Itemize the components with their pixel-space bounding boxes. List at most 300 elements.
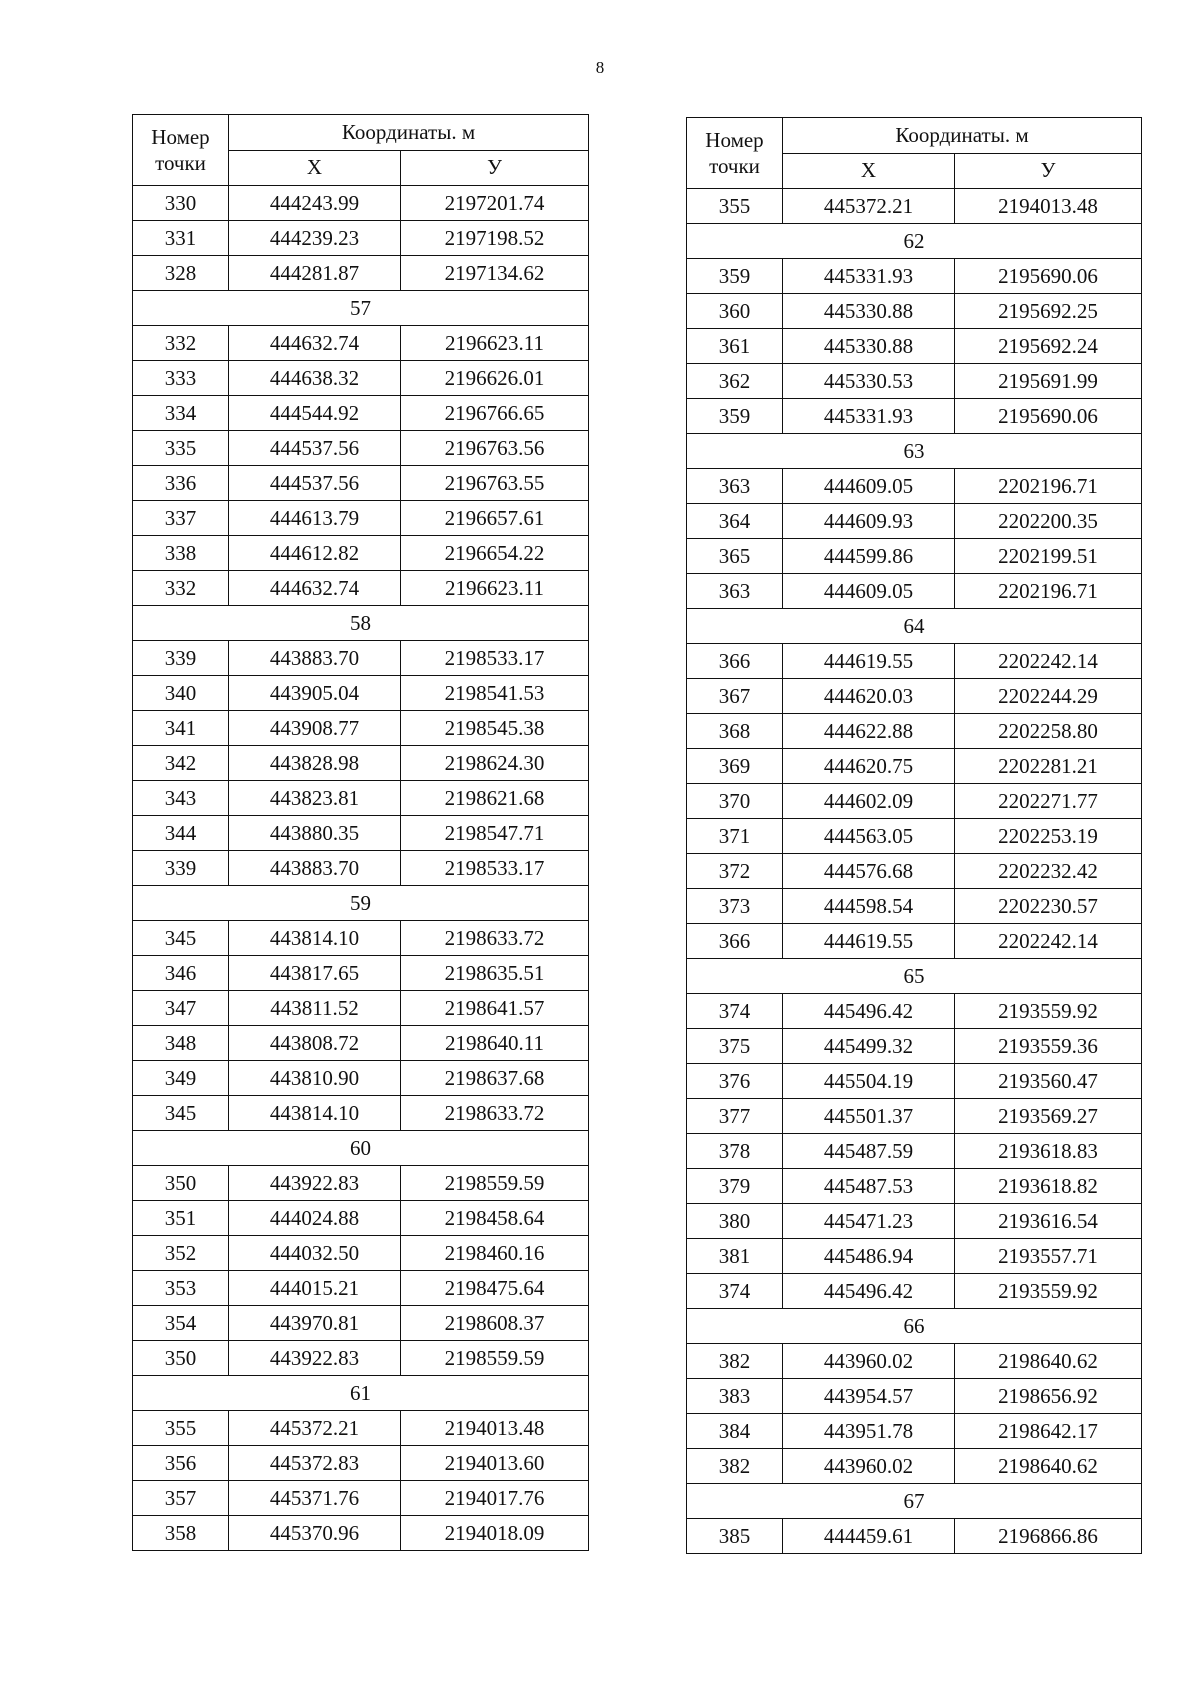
table-row — [133, 1341, 589, 1376]
x-coordinate-cell: 443828.98 — [229, 746, 401, 781]
table-row — [687, 749, 1142, 784]
x-coordinate-cell: 443808.72 — [229, 1026, 401, 1061]
table-row — [687, 924, 1142, 959]
table-row — [687, 644, 1142, 679]
x-coordinate-cell: 443960.02 — [783, 1449, 955, 1484]
point-number-cell: 375 — [687, 1029, 783, 1064]
x-coordinate-cell: 445471.23 — [783, 1204, 955, 1239]
x-coordinate-cell: 445499.32 — [783, 1029, 955, 1064]
y-coordinate-cell: 2198458.64 — [401, 1201, 589, 1236]
table-row — [687, 1169, 1142, 1204]
y-coordinate-cell: 2193559.92 — [955, 994, 1142, 1029]
group-row — [133, 1376, 589, 1411]
x-coordinate-cell: 444609.05 — [783, 574, 955, 609]
point-number-cell: 359 — [687, 399, 783, 434]
table-row — [687, 504, 1142, 539]
y-coordinate-cell: 2198533.17 — [401, 851, 589, 886]
table-row — [687, 784, 1142, 819]
point-number-cell: 348 — [133, 1026, 229, 1061]
x-coordinate-cell: 444599.86 — [783, 539, 955, 574]
table-row — [687, 1344, 1142, 1379]
table-row — [133, 711, 589, 746]
table-row — [687, 329, 1142, 364]
table-row — [687, 1274, 1142, 1309]
x-coordinate-cell: 445372.21 — [783, 189, 955, 224]
table-row — [133, 641, 589, 676]
x-coordinate-cell: 444281.87 — [229, 256, 401, 291]
point-number-cell: 372 — [687, 854, 783, 889]
page-number: 8 — [595, 58, 605, 77]
point-number-cell: 381 — [687, 1239, 783, 1274]
y-coordinate-cell: 2198559.59 — [401, 1341, 589, 1376]
x-coordinate-cell: 444622.88 — [783, 714, 955, 749]
x-coordinate-cell: 444620.03 — [783, 679, 955, 714]
y-coordinate-cell: 2198559.59 — [401, 1166, 589, 1201]
point-number-cell: 331 — [133, 221, 229, 256]
y-coordinate-cell: 2196623.11 — [401, 571, 589, 606]
x-coordinate-cell: 443883.70 — [229, 851, 401, 886]
x-coordinate-cell: 444619.55 — [783, 644, 955, 679]
point-number-cell: 357 — [133, 1481, 229, 1516]
y-coordinate-cell: 2193559.36 — [955, 1029, 1142, 1064]
table-row — [133, 1166, 589, 1201]
point-number-cell: 352 — [133, 1236, 229, 1271]
point-number-cell: 350 — [133, 1166, 229, 1201]
table-row — [133, 851, 589, 886]
y-coordinate-cell: 2198640.62 — [955, 1344, 1142, 1379]
point-number-cell: 332 — [133, 571, 229, 606]
group-number: 67 — [687, 1484, 1142, 1519]
group-row — [687, 609, 1142, 644]
x-coordinate-cell: 445487.59 — [783, 1134, 955, 1169]
table-row — [133, 361, 589, 396]
x-coordinate-cell: 444632.74 — [229, 326, 401, 361]
y-coordinate-cell: 2194017.76 — [401, 1481, 589, 1516]
x-coordinate-cell: 445486.94 — [783, 1239, 955, 1274]
table-row — [687, 1029, 1142, 1064]
x-coordinate-cell: 444563.05 — [783, 819, 955, 854]
table-row — [687, 364, 1142, 399]
x-coordinate-cell: 443960.02 — [783, 1344, 955, 1379]
table-row — [133, 186, 589, 221]
table-row — [133, 536, 589, 571]
point-number-cell: 339 — [133, 851, 229, 886]
point-number-cell: 364 — [687, 504, 783, 539]
y-coordinate-cell: 2198624.30 — [401, 746, 589, 781]
table-row — [687, 399, 1142, 434]
y-coordinate-cell: 2202230.57 — [955, 889, 1142, 924]
point-number-cell: 380 — [687, 1204, 783, 1239]
y-coordinate-cell: 2193618.83 — [955, 1134, 1142, 1169]
y-coordinate-cell: 2193559.92 — [955, 1274, 1142, 1309]
coordinates-table-right — [686, 117, 1142, 1554]
table-row — [133, 1271, 589, 1306]
table-row — [133, 991, 589, 1026]
point-number-cell: 343 — [133, 781, 229, 816]
y-coordinate-cell: 2194013.48 — [955, 189, 1142, 224]
point-number-cell: 353 — [133, 1271, 229, 1306]
y-coordinate-cell: 2196654.22 — [401, 536, 589, 571]
group-row — [687, 224, 1142, 259]
group-number: 64 — [687, 609, 1142, 644]
y-coordinate-cell: 2195691.99 — [955, 364, 1142, 399]
x-coordinate-cell: 443811.52 — [229, 991, 401, 1026]
y-coordinate-cell: 2202281.21 — [955, 749, 1142, 784]
x-coordinate-cell: 444602.09 — [783, 784, 955, 819]
y-coordinate-cell: 2195690.06 — [955, 399, 1142, 434]
table-row — [687, 819, 1142, 854]
point-number-cell: 382 — [687, 1344, 783, 1379]
table-row — [133, 326, 589, 361]
x-coordinate-cell: 444239.23 — [229, 221, 401, 256]
y-coordinate-cell: 2193560.47 — [955, 1064, 1142, 1099]
group-number: 57 — [133, 291, 589, 326]
point-number-cell: 344 — [133, 816, 229, 851]
table-row — [133, 1096, 589, 1131]
table-row — [687, 294, 1142, 329]
x-coordinate-cell: 444032.50 — [229, 1236, 401, 1271]
group-number: 63 — [687, 434, 1142, 469]
y-coordinate-cell: 2202242.14 — [955, 644, 1142, 679]
point-number-cell: 370 — [687, 784, 783, 819]
x-coordinate-cell: 444243.99 — [229, 186, 401, 221]
table-row — [133, 921, 589, 956]
y-coordinate-cell: 2198475.64 — [401, 1271, 589, 1306]
point-number-cell: 362 — [687, 364, 783, 399]
x-coordinate-cell: 443810.90 — [229, 1061, 401, 1096]
x-coordinate-cell: 444613.79 — [229, 501, 401, 536]
table-row — [133, 816, 589, 851]
point-number-cell: 377 — [687, 1099, 783, 1134]
point-number-cell: 368 — [687, 714, 783, 749]
table-row — [133, 431, 589, 466]
y-coordinate-cell: 2196763.55 — [401, 466, 589, 501]
table-row — [133, 571, 589, 606]
table-row — [687, 1134, 1142, 1169]
y-coordinate-cell: 2197198.52 — [401, 221, 589, 256]
y-coordinate-cell: 2196866.86 — [955, 1519, 1142, 1554]
table-row — [687, 714, 1142, 749]
table-row — [133, 466, 589, 501]
table-row — [133, 1411, 589, 1446]
group-row — [133, 886, 589, 921]
y-coordinate-cell: 2198640.62 — [955, 1449, 1142, 1484]
point-number-cell: 384 — [687, 1414, 783, 1449]
group-row — [133, 606, 589, 641]
point-number-cell: 366 — [687, 644, 783, 679]
table-row — [687, 539, 1142, 574]
y-coordinate-cell: 2198533.17 — [401, 641, 589, 676]
y-coordinate-cell: 2202196.71 — [955, 574, 1142, 609]
table-row — [687, 1519, 1142, 1554]
x-coordinate-cell: 443922.83 — [229, 1341, 401, 1376]
x-coordinate-cell: 444015.21 — [229, 1271, 401, 1306]
header-x: Х — [229, 150, 401, 186]
group-number: 61 — [133, 1376, 589, 1411]
point-number-cell: 355 — [133, 1411, 229, 1446]
y-coordinate-cell: 2193618.82 — [955, 1169, 1142, 1204]
x-coordinate-cell: 443905.04 — [229, 676, 401, 711]
y-coordinate-cell: 2193569.27 — [955, 1099, 1142, 1134]
y-coordinate-cell: 2198608.37 — [401, 1306, 589, 1341]
table-row — [687, 189, 1142, 224]
x-coordinate-cell: 445331.93 — [783, 259, 955, 294]
y-coordinate-cell: 2202196.71 — [955, 469, 1142, 504]
table-row — [687, 889, 1142, 924]
point-number-cell: 349 — [133, 1061, 229, 1096]
table-row — [687, 854, 1142, 889]
table-row — [133, 1481, 589, 1516]
x-coordinate-cell: 443814.10 — [229, 1096, 401, 1131]
table-row — [133, 1236, 589, 1271]
point-number-cell: 367 — [687, 679, 783, 714]
table-row — [687, 1204, 1142, 1239]
point-number-cell: 382 — [687, 1449, 783, 1484]
point-number-cell: 366 — [687, 924, 783, 959]
point-number-cell: 340 — [133, 676, 229, 711]
group-number: 60 — [133, 1131, 589, 1166]
table-row — [133, 221, 589, 256]
point-number-cell: 335 — [133, 431, 229, 466]
table-row — [133, 256, 589, 291]
table-row — [687, 1239, 1142, 1274]
point-number-cell: 379 — [687, 1169, 783, 1204]
point-number-cell: 369 — [687, 749, 783, 784]
point-number-cell: 355 — [687, 189, 783, 224]
point-number-cell: 354 — [133, 1306, 229, 1341]
y-coordinate-cell: 2198633.72 — [401, 1096, 589, 1131]
point-number-cell: 345 — [133, 921, 229, 956]
x-coordinate-cell: 444544.92 — [229, 396, 401, 431]
group-number: 65 — [687, 959, 1142, 994]
y-coordinate-cell: 2202232.42 — [955, 854, 1142, 889]
y-coordinate-cell: 2196763.56 — [401, 431, 589, 466]
point-number-cell: 363 — [687, 574, 783, 609]
point-number-cell: 385 — [687, 1519, 783, 1554]
y-coordinate-cell: 2198641.57 — [401, 991, 589, 1026]
x-coordinate-cell: 445331.93 — [783, 399, 955, 434]
group-number: 58 — [133, 606, 589, 641]
y-coordinate-cell: 2198545.38 — [401, 711, 589, 746]
x-coordinate-cell: 443954.57 — [783, 1379, 955, 1414]
y-coordinate-cell: 2194018.09 — [401, 1516, 589, 1551]
x-coordinate-cell: 443922.83 — [229, 1166, 401, 1201]
table-row — [133, 501, 589, 536]
x-coordinate-cell: 445371.76 — [229, 1481, 401, 1516]
x-coordinate-cell: 443883.70 — [229, 641, 401, 676]
y-coordinate-cell: 2196623.11 — [401, 326, 589, 361]
y-coordinate-cell: 2198541.53 — [401, 676, 589, 711]
table-row — [133, 1306, 589, 1341]
point-number-cell: 336 — [133, 466, 229, 501]
group-row — [687, 1309, 1142, 1344]
table-row — [133, 781, 589, 816]
x-coordinate-cell: 444537.56 — [229, 431, 401, 466]
point-number-cell: 342 — [133, 746, 229, 781]
point-number-cell: 371 — [687, 819, 783, 854]
x-coordinate-cell: 444576.68 — [783, 854, 955, 889]
point-number-cell: 339 — [133, 641, 229, 676]
point-number-cell: 356 — [133, 1446, 229, 1481]
point-number-cell: 328 — [133, 256, 229, 291]
point-number-cell: 359 — [687, 259, 783, 294]
point-number-cell: 332 — [133, 326, 229, 361]
table-row — [133, 956, 589, 991]
y-coordinate-cell: 2194013.48 — [401, 1411, 589, 1446]
header-y: У — [401, 150, 589, 186]
y-coordinate-cell: 2198460.16 — [401, 1236, 589, 1271]
x-coordinate-cell: 444619.55 — [783, 924, 955, 959]
table-row — [133, 746, 589, 781]
point-number-cell: 341 — [133, 711, 229, 746]
x-coordinate-cell: 444638.32 — [229, 361, 401, 396]
point-number-cell: 365 — [687, 539, 783, 574]
point-number-cell: 363 — [687, 469, 783, 504]
x-coordinate-cell: 445370.96 — [229, 1516, 401, 1551]
x-coordinate-cell: 443908.77 — [229, 711, 401, 746]
table-row — [687, 1449, 1142, 1484]
x-coordinate-cell: 445372.21 — [229, 1411, 401, 1446]
x-coordinate-cell: 445330.88 — [783, 329, 955, 364]
y-coordinate-cell: 2202199.51 — [955, 539, 1142, 574]
point-number-cell: 360 — [687, 294, 783, 329]
point-number-cell: 347 — [133, 991, 229, 1026]
point-number-cell: 338 — [133, 536, 229, 571]
table-row — [133, 676, 589, 711]
y-coordinate-cell: 2195692.25 — [955, 294, 1142, 329]
y-coordinate-cell: 2202244.29 — [955, 679, 1142, 714]
table-row — [687, 1414, 1142, 1449]
x-coordinate-cell: 443823.81 — [229, 781, 401, 816]
x-coordinate-cell: 445487.53 — [783, 1169, 955, 1204]
y-coordinate-cell: 2194013.60 — [401, 1446, 589, 1481]
header-point-number: Номер точки — [133, 115, 229, 186]
y-coordinate-cell: 2198635.51 — [401, 956, 589, 991]
x-coordinate-cell: 444598.54 — [783, 889, 955, 924]
table-row — [133, 1026, 589, 1061]
x-coordinate-cell: 443880.35 — [229, 816, 401, 851]
y-coordinate-cell: 2198633.72 — [401, 921, 589, 956]
y-coordinate-cell: 2202242.14 — [955, 924, 1142, 959]
y-coordinate-cell: 2198621.68 — [401, 781, 589, 816]
y-coordinate-cell: 2196766.65 — [401, 396, 589, 431]
point-number-cell: 374 — [687, 994, 783, 1029]
point-number-cell: 334 — [133, 396, 229, 431]
x-coordinate-cell: 443814.10 — [229, 921, 401, 956]
x-coordinate-cell: 445504.19 — [783, 1064, 955, 1099]
table-row — [687, 574, 1142, 609]
x-coordinate-cell: 445496.42 — [783, 994, 955, 1029]
table-row — [687, 1099, 1142, 1134]
header-x: Х — [783, 153, 955, 189]
x-coordinate-cell: 444459.61 — [783, 1519, 955, 1554]
y-coordinate-cell: 2202253.19 — [955, 819, 1142, 854]
y-coordinate-cell: 2198547.71 — [401, 816, 589, 851]
point-number-cell: 330 — [133, 186, 229, 221]
point-number-cell: 337 — [133, 501, 229, 536]
coordinates-table-left — [132, 114, 589, 1551]
point-number-cell: 358 — [133, 1516, 229, 1551]
point-number-cell: 333 — [133, 361, 229, 396]
x-coordinate-cell: 443951.78 — [783, 1414, 955, 1449]
x-coordinate-cell: 443817.65 — [229, 956, 401, 991]
group-number: 62 — [687, 224, 1142, 259]
point-number-cell: 378 — [687, 1134, 783, 1169]
group-number: 66 — [687, 1309, 1142, 1344]
group-row — [133, 1131, 589, 1166]
header-coordinates: Координаты. м — [229, 115, 589, 151]
y-coordinate-cell: 2202200.35 — [955, 504, 1142, 539]
group-number: 59 — [133, 886, 589, 921]
y-coordinate-cell: 2197134.62 — [401, 256, 589, 291]
y-coordinate-cell: 2196657.61 — [401, 501, 589, 536]
group-row — [687, 1484, 1142, 1519]
table-row — [687, 1379, 1142, 1414]
x-coordinate-cell: 444632.74 — [229, 571, 401, 606]
y-coordinate-cell: 2198640.11 — [401, 1026, 589, 1061]
point-number-cell: 376 — [687, 1064, 783, 1099]
x-coordinate-cell: 444609.05 — [783, 469, 955, 504]
x-coordinate-cell: 444612.82 — [229, 536, 401, 571]
table-row — [687, 469, 1142, 504]
table-row — [687, 259, 1142, 294]
x-coordinate-cell: 445501.37 — [783, 1099, 955, 1134]
x-coordinate-cell: 445330.88 — [783, 294, 955, 329]
y-coordinate-cell: 2193616.54 — [955, 1204, 1142, 1239]
point-number-cell: 373 — [687, 889, 783, 924]
header-point-number: Номер точки — [687, 118, 783, 189]
table-row — [133, 1446, 589, 1481]
x-coordinate-cell: 444609.93 — [783, 504, 955, 539]
group-row — [133, 291, 589, 326]
y-coordinate-cell: 2202258.80 — [955, 714, 1142, 749]
point-number-cell: 383 — [687, 1379, 783, 1414]
x-coordinate-cell: 444537.56 — [229, 466, 401, 501]
point-number-cell: 346 — [133, 956, 229, 991]
table-row — [687, 679, 1142, 714]
y-coordinate-cell: 2197201.74 — [401, 186, 589, 221]
x-coordinate-cell: 444620.75 — [783, 749, 955, 784]
y-coordinate-cell: 2198642.17 — [955, 1414, 1142, 1449]
y-coordinate-cell: 2195692.24 — [955, 329, 1142, 364]
y-coordinate-cell: 2202271.77 — [955, 784, 1142, 819]
table-row — [133, 396, 589, 431]
x-coordinate-cell: 443970.81 — [229, 1306, 401, 1341]
point-number-cell: 350 — [133, 1341, 229, 1376]
y-coordinate-cell: 2193557.71 — [955, 1239, 1142, 1274]
x-coordinate-cell: 445372.83 — [229, 1446, 401, 1481]
y-coordinate-cell: 2198637.68 — [401, 1061, 589, 1096]
table-row — [687, 1064, 1142, 1099]
table-row — [687, 994, 1142, 1029]
header-coordinates: Координаты. м — [783, 118, 1142, 154]
y-coordinate-cell: 2195690.06 — [955, 259, 1142, 294]
table-row — [133, 1201, 589, 1236]
y-coordinate-cell: 2198656.92 — [955, 1379, 1142, 1414]
x-coordinate-cell: 445496.42 — [783, 1274, 955, 1309]
point-number-cell: 351 — [133, 1201, 229, 1236]
point-number-cell: 361 — [687, 329, 783, 364]
group-row — [687, 434, 1142, 469]
point-number-cell: 374 — [687, 1274, 783, 1309]
y-coordinate-cell: 2196626.01 — [401, 361, 589, 396]
header-y: У — [955, 153, 1142, 189]
x-coordinate-cell: 445330.53 — [783, 364, 955, 399]
group-row — [687, 959, 1142, 994]
table-row — [133, 1516, 589, 1551]
point-number-cell: 345 — [133, 1096, 229, 1131]
x-coordinate-cell: 444024.88 — [229, 1201, 401, 1236]
